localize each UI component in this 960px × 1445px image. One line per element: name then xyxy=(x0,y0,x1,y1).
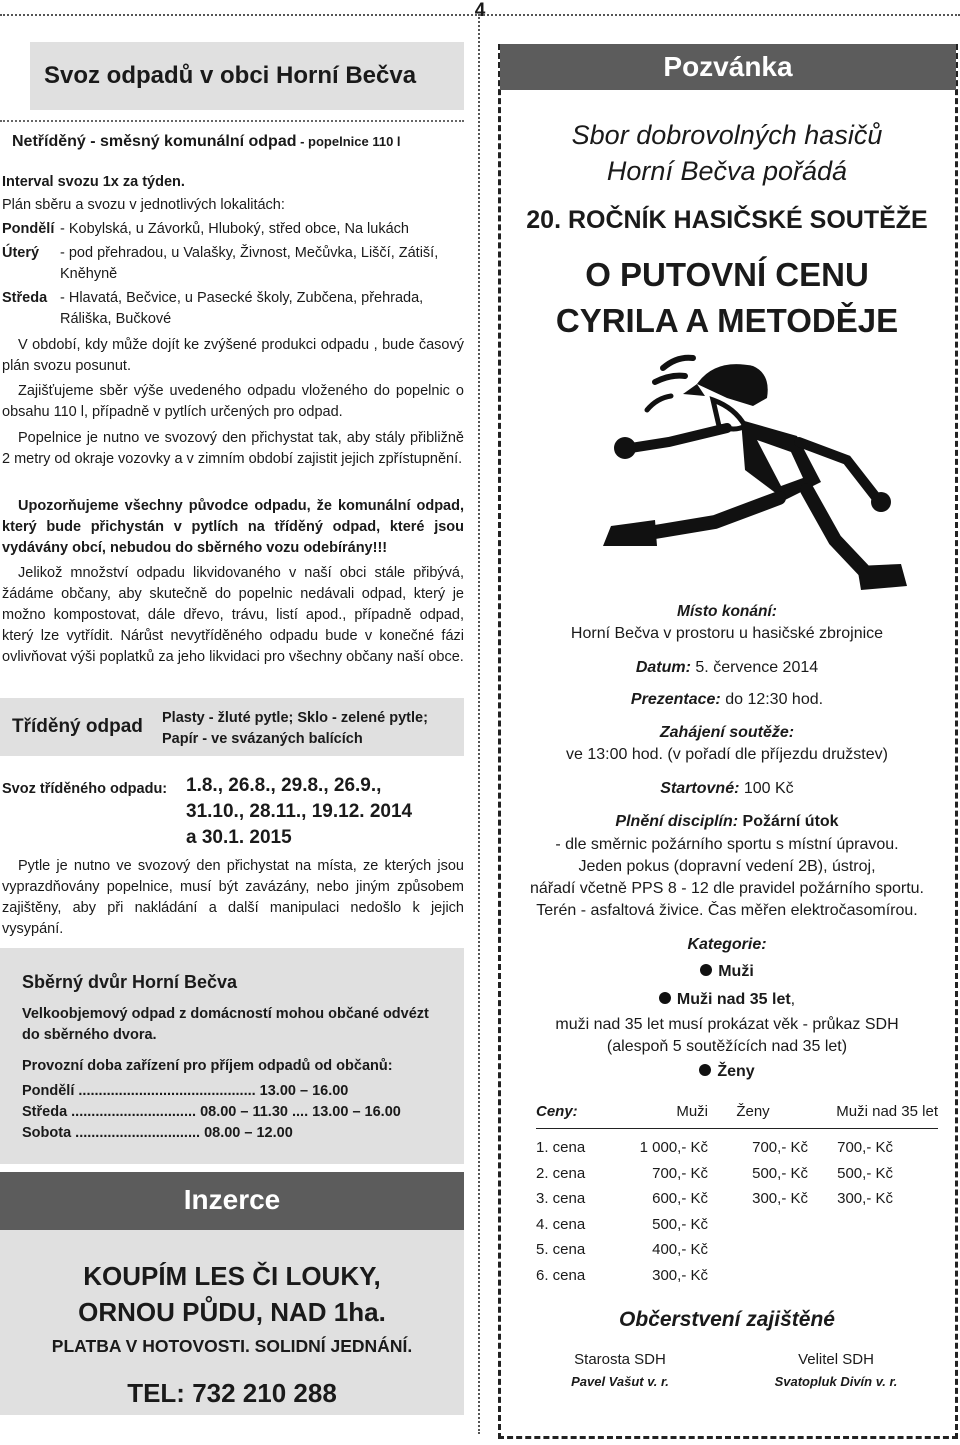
prize-cell: 2. cena xyxy=(536,1164,586,1182)
runner-illustration xyxy=(585,350,915,600)
trideny-label: Tříděný odpad xyxy=(12,716,143,737)
inzerce-title: Inzerce xyxy=(183,1184,281,1215)
cena-line: CYRILA A METODĚJE xyxy=(555,302,899,339)
datum-label: Datum: xyxy=(635,659,691,676)
sberny-dvur-title: Sběrný dvůr Horní Bečva xyxy=(22,972,238,992)
schedule-text: - Kobylská, u Závorků, Hluboký, střed obce, Na lukách xyxy=(60,221,409,237)
hours-line: Pondělí ............................................ 13.00 – 16.00 xyxy=(22,1083,349,1099)
svoz-dates-line: a 30.1. 2015 xyxy=(186,827,292,848)
kategorie-note-line: muži nad 35 let musí prokázat věk - průkaz SDH xyxy=(555,1016,899,1033)
paragraph-5: Jelikož množství odpadu likvidovaného v naší obci stále přibývá, žádáme občany, aby skutečně do popelnic nedávali odpad, který je možno kompostovat, dále dřevo, trávu, listí apod., případně odpad, který lze vytřídit. Nárůst nevytříděného odpadu bude v konečné fázi ovlivňovat výši poplatků za jeho likvidaci pro všechny občany naší obce. xyxy=(2,565,464,665)
schedule-row xyxy=(2,288,462,330)
prize-cell: 5. cena xyxy=(536,1241,586,1259)
plneni-value: Požární útok xyxy=(738,813,839,830)
pozvanka-header: Pozvánka xyxy=(500,44,956,90)
prize-row xyxy=(536,1237,938,1263)
schedule-day: Středa xyxy=(2,290,48,306)
startovne-value: 100 Kč xyxy=(739,780,794,797)
velitel-name: Svatopluk Divín v. r. xyxy=(774,1374,898,1389)
prize-table-rule xyxy=(536,1128,938,1129)
plneni xyxy=(505,813,949,831)
prize-cell: 400,- Kč xyxy=(652,1241,708,1259)
prize-cell: 500,- Kč xyxy=(652,1215,708,1233)
kategorie-note-line: (alespoň 5 soutěžících nad 35 let) xyxy=(606,1038,848,1055)
interval: Interval svozu 1x za týden. xyxy=(2,174,185,190)
kategorie-2-note xyxy=(505,1014,949,1058)
kategorie-2 xyxy=(505,991,949,1009)
prize-cell: 600,- Kč xyxy=(652,1190,708,1208)
bullet-icon xyxy=(659,992,671,1004)
prize-row xyxy=(536,1186,938,1212)
prize-row xyxy=(536,1161,938,1187)
trideny-line-2: Papír - ve svázaných balících xyxy=(162,731,363,747)
sberny-dvur-text: Velkoobjemový odpad z domácností mohou občané odvézt do sběrného dvora. xyxy=(22,1006,429,1043)
schedule-text: - pod přehradou, u Valašky, Živnost, Mečůvka, Liščí, Zátiší, Kněhyně xyxy=(60,245,439,282)
prize-header-cell: Muži nad 35 let xyxy=(836,1102,938,1120)
kategorie-1 xyxy=(505,963,949,981)
zahajeni-label: Zahájení soutěže: xyxy=(659,724,795,741)
rocnik: 20. ROČNÍK HASIČSKÉ SOUTĚŽE xyxy=(526,206,928,234)
page-number: 4 xyxy=(474,0,486,21)
intro-line: Sbor dobrovolných hasičů xyxy=(571,120,883,150)
paragraph-6: Pytle je nutno ve svozový den přichystat na místa, ze kterých jsou vyprazdňovány popelnice, musí být zavázány, nebo jiným způsobem zajištěny, aby při nakládání a další manipulaci nedošlo k jejich vysypání. xyxy=(2,858,464,937)
prize-row xyxy=(536,1263,938,1289)
prize-row xyxy=(536,1212,938,1238)
obcerstveni: Občerstvení zajištěné xyxy=(619,1308,835,1331)
cena-line: O PUTOVNÍ CENU xyxy=(585,256,869,293)
startovne-label: Startovné: xyxy=(660,780,740,797)
hours-line: Středa ............................... 08.00 – 11.30 .... 13.00 – 16.00 xyxy=(22,1104,401,1120)
starosta-name: Pavel Vašut v. r. xyxy=(571,1374,669,1389)
prize-cell: 300,- Kč xyxy=(652,1266,708,1284)
prezentace-value: do 12:30 hod. xyxy=(720,691,824,708)
kategorie-1-label: Muži xyxy=(718,963,754,980)
kategorie-2-suffix: , xyxy=(790,991,796,1008)
plneni-line: nářadí včetně PPS 8 - 12 dle pravidel požárního sportu. xyxy=(529,880,924,897)
ad-line: KOUPÍM LES ČI LOUKY, xyxy=(83,1261,381,1291)
prize-table-body xyxy=(536,1135,938,1288)
divider xyxy=(0,120,464,122)
zahajeni-value: ve 13:00 hod. (v pořadí dle příjezdu družstev) xyxy=(566,746,888,763)
starosta-title: Starosta SDH xyxy=(574,1351,666,1368)
svoz-dates-line: 31.10., 28.11., 19.12. 2014 xyxy=(186,801,413,822)
kategorie-label: Kategorie: xyxy=(687,936,767,953)
prize-table xyxy=(536,1098,938,1288)
prize-cell: 500,- Kč xyxy=(752,1164,808,1182)
schedule-row xyxy=(2,243,462,285)
bullet-icon xyxy=(700,964,712,976)
prize-cell: 300,- Kč xyxy=(837,1190,893,1208)
netrideny-suffix: - popelnice 110 l xyxy=(296,134,401,149)
datum-value: 5. července 2014 xyxy=(690,659,819,676)
ad-line: ORNOU PŮDU, NAD 1ha. xyxy=(78,1297,386,1327)
schedule xyxy=(2,219,462,330)
prize-header-cell: Ceny: xyxy=(536,1102,578,1120)
top-divider xyxy=(0,14,960,16)
prize-table-header xyxy=(536,1098,938,1124)
plneni-details xyxy=(505,834,949,922)
prize-cell: 1 000,- Kč xyxy=(639,1139,708,1157)
ad-payment: PLATBA V HOTOVOSTI. SOLIDNÍ JEDNÁNÍ. xyxy=(51,1336,413,1356)
netrideny-heading xyxy=(12,131,401,152)
prize-cell: 700,- Kč xyxy=(837,1139,893,1157)
paragraph-warning: Upozorňujeme všechny původce odpadu, že komunální odpad, který bude přichystán v pytlích na tříděný odpad, které jsou vydávány obcí, nebudou do sběrného vozu odebírány!!! xyxy=(2,498,464,556)
bullet-icon xyxy=(699,1064,711,1076)
paragraph-1: V období, kdy může dojít ke zvýšené produkci odpadu , bude časový plán svozu posunut. xyxy=(2,337,464,374)
paragraph-2: Zajišťujeme sběr výše uvedeného odpadu vloženého do popelnic o obsahu 110 l, případně v pytlích určených pro odpad. xyxy=(2,383,464,420)
plneni-label: Plnění disciplín: xyxy=(615,813,739,830)
hours-line: Sobota ............................... 08.00 – 12.00 xyxy=(22,1125,293,1141)
prize-cell: 4. cena xyxy=(536,1215,586,1233)
schedule-day: Pondělí xyxy=(2,221,55,237)
prize-cell: 500,- Kč xyxy=(837,1164,893,1182)
plneni-line: - dle směrnic požárního sportu s místní úpravou. xyxy=(555,836,899,853)
column-divider xyxy=(478,14,480,1434)
misto-label: Místo konání: xyxy=(677,603,777,620)
page-title: Svoz odpadů v obci Horní Bečva xyxy=(44,62,417,89)
schedule-day: Úterý xyxy=(2,245,40,261)
misto-value: Horní Bečva v prostoru u hasičské zbrojnice xyxy=(570,625,884,642)
prize-cell: 700,- Kč xyxy=(752,1139,808,1157)
schedule-text: - Hlavatá, Bečvice, u Pasecké školy, Zubčena, přehrada, Ráliška, Bučkové xyxy=(60,290,424,327)
netrideny-bold: Netříděný - směsný komunální odpad xyxy=(12,133,297,150)
prize-cell: 300,- Kč xyxy=(752,1190,808,1208)
schedule-row xyxy=(2,219,462,240)
prezentace-label: Prezentace: xyxy=(630,691,721,708)
ad-headline xyxy=(0,1258,464,1330)
plan-intro: Plán sběru a svozu v jednotlivých lokalitách: xyxy=(2,197,285,213)
prize-header-cell: Ženy xyxy=(736,1102,770,1120)
prize-cell: 6. cena xyxy=(536,1266,586,1284)
prize-row xyxy=(536,1135,938,1161)
svoz-dates xyxy=(186,773,412,851)
sberny-dvur-hours xyxy=(22,1081,401,1144)
kategorie-3-label: Ženy xyxy=(717,1063,755,1080)
plneni-line: Terén - asfaltová živice. Čas měřen elektročasomírou. xyxy=(536,902,918,919)
trideny-line-1: Plasty - žluté pytle; Sklo - zelené pytle; xyxy=(162,710,428,726)
prize-header-cell: Muži xyxy=(676,1102,708,1120)
paragraph-3: Popelnice je nutno ve svozový den přichystat tak, aby stály přibližně 2 metry od okraje vozovky a v zimním období zajistit jejich zpřístupnění. xyxy=(2,430,464,467)
sberny-dvur-hours-title: Provozní doba zařízení pro příjem odpadů od občanů: xyxy=(22,1058,393,1074)
ad-phone: TEL: 732 210 288 xyxy=(127,1378,337,1408)
prize-cell: 700,- Kč xyxy=(652,1164,708,1182)
svoz-label: Svoz tříděného odpadu: xyxy=(2,781,168,797)
prezentace xyxy=(505,691,949,709)
datum xyxy=(505,659,949,677)
pozvanka-intro xyxy=(505,117,949,189)
prize-cell: 3. cena xyxy=(536,1190,586,1208)
kategorie-3 xyxy=(505,1063,949,1081)
cena-title xyxy=(505,252,949,344)
kategorie-2-label: Muži nad 35 let xyxy=(676,991,791,1008)
intro-line: Horní Bečva pořádá xyxy=(606,156,848,186)
plneni-line: Jeden pokus (dopravní vedení 2B), ústroj, xyxy=(578,858,876,875)
svoz-dates-line: 1.8., 26.8., 29.8., 26.9., xyxy=(186,775,382,796)
velitel-title: Velitel SDH xyxy=(798,1351,874,1368)
prize-cell: 1. cena xyxy=(536,1139,586,1157)
startovne xyxy=(505,780,949,798)
